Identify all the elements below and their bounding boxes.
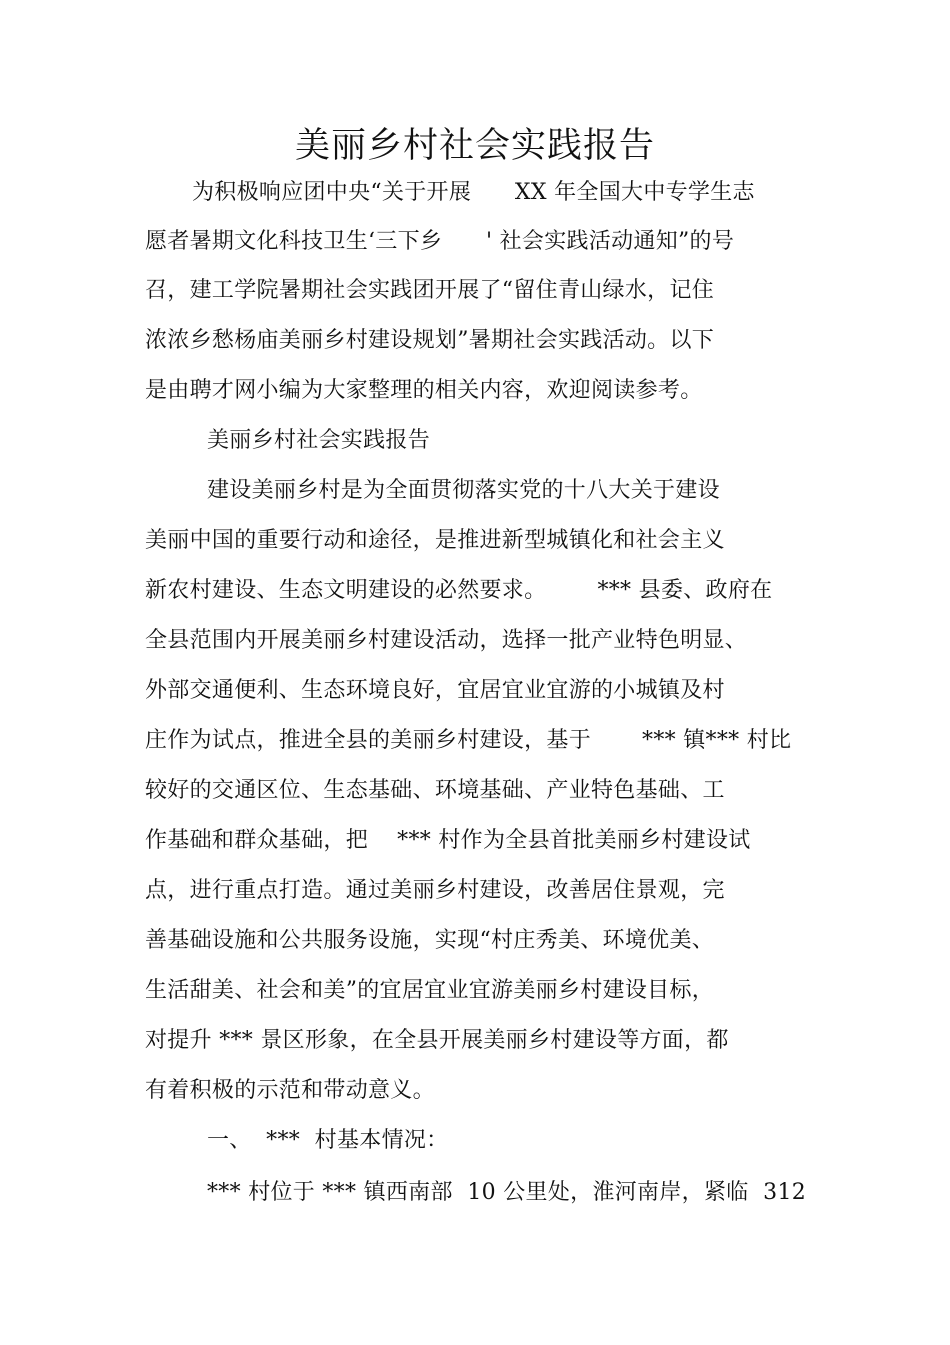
section-heading: 美丽乡村社会实践报告 bbox=[207, 428, 431, 453]
document-title: 美丽乡村社会实践报告 bbox=[294, 126, 655, 166]
paragraph-line: 庄作为试点，推进全县的美丽乡村建设，基于 *** 镇*** 村比 bbox=[145, 728, 792, 753]
paragraph-line: 新农村建设、生态文明建设的必然要求。 *** 县委、政府在 bbox=[145, 578, 773, 603]
paragraph-line: 召，建工学院暑期社会实践团开展了“留住青山绿水，记住 bbox=[145, 278, 715, 303]
paragraph-line: 外部交通便利、生态环境良好，宜居宜业宜游的小城镇及村 bbox=[145, 678, 725, 703]
paragraph-line: 愿者暑期文化科技卫生‘三下乡 ' 社会实践活动通知”的号 bbox=[145, 229, 735, 254]
paragraph-line: 全县范围内开展美丽乡村建设活动，选择一批产业特色明显、 bbox=[145, 628, 748, 653]
paragraph-line: 较好的交通区位、生态基础、环境基础、产业特色基础、工 bbox=[145, 778, 725, 803]
paragraph-line: 是由聘才网小编为大家整理的相关内容，欢迎阅读参考。 bbox=[145, 378, 703, 403]
paragraph-line: 对提升 *** 景区形象，在全县开展美丽乡村建设等方面，都 bbox=[145, 1028, 729, 1053]
paragraph-line: 建设美丽乡村是为全面贯彻落实党的十八大关于建设 bbox=[207, 478, 720, 503]
section-heading: 一、 *** 村基本情况： bbox=[207, 1128, 449, 1153]
paragraph-line: 美丽中国的重要行动和途径，是推进新型城镇化和社会主义 bbox=[145, 528, 725, 553]
paragraph-line: 作基础和群众基础，把 *** 村作为全县首批美丽乡村建设试 bbox=[145, 828, 751, 853]
paragraph-line: 浓浓乡愁杨庙美丽乡村建设规划”暑期社会实践活动。以下 bbox=[145, 328, 715, 353]
paragraph-line: 有着积极的示范和带动意义。 bbox=[145, 1078, 435, 1103]
paragraph-line: 为积极响应团中央“关于开展 XX 年全国大中专学生志 bbox=[192, 180, 755, 205]
paragraph-line: 善基础设施和公共服务设施，实现“村庄秀美、环境优美、 bbox=[145, 928, 715, 953]
paragraph-line: *** 村位于 *** 镇西南部 10 公里处，淮河南岸，紧临 312 bbox=[207, 1180, 807, 1205]
paragraph-line: 点，进行重点打造。通过美丽乡村建设，改善居住景观，完 bbox=[145, 878, 725, 903]
paragraph-line: 生活甜美、社会和美”的宜居宜业宜游美丽乡村建设目标， bbox=[145, 978, 715, 1003]
